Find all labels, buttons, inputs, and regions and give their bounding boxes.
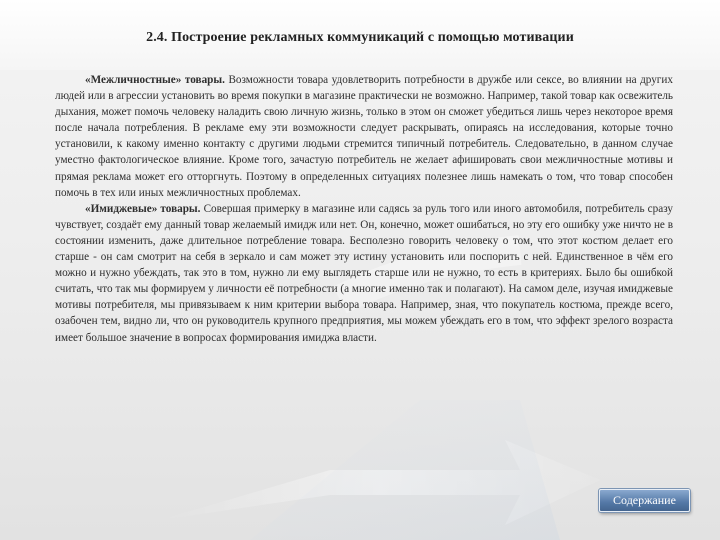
paragraph-lead: «Межличностные» товары.	[85, 74, 225, 86]
paragraph-lead: «Имиджевые» товары.	[85, 202, 201, 215]
slide-title: 2.4. Построение рекламных коммуникаций с помощью мотивации	[146, 30, 574, 45]
contents-button[interactable]: Содержание	[599, 489, 690, 512]
paragraph-interpersonal-goods	[55, 72, 673, 201]
slide-body	[55, 72, 673, 346]
paragraph-text: Совершая примерку в магазине или садясь за руль того или иного автомобиля, потребитель сразу чувствует, создаёт ему данный товар желаемый имидж или нет. Он, конечно, может ошибаться, но эту его ошибку уже ничто не в состоянии изменить, даже длительное потребление товара. Бесполезно говорить человеку о том, что этот костюм делает его старше - он сам смотрит на себя в зеркало и сам может эту истину установить или поспорить с ней. Единственное в чём его можно и нужно убеждать, так это в том, нужно ли ему выглядеть старше или не нужно, то есть в критериях. Было бы ошибкой считать, что так мы формируем у личности её потребности (а многие именно так и полагают). На самом деле, изучая имиджевые мотивы потребителя, мы привязываем к ним критерии выбора товара. Например, зная, что покупатель костюма, прежде всего, озабочен тем, видно ли, что он руководитель крупного предприятия, мы можем убеждать его в том, что эффект зрелого возраста имеет большое значение в вопросах формирования имиджа власти.	[55, 202, 673, 344]
paragraph-text: Возможности товара удовлетворить потребности в дружбе или сексе, во влиянии на других людей или в агрессии установить во время покупки в магазине практически не возможно. Например, такой товар как освежитель дыхания, может помочь человеку наладить свою личную жизнь, только в этом он сможет убедиться лишь через некоторое время после начала потребления. В рекламе ему эти возможности следует раскрывать, опираясь на исследования, которые точно установили, к какому именно контакту с другими людьми стремится типичный потребитель. Следовательно, в данном случае уместно фактологическое влияние. Кроме того, зачастую потребитель не желает афишировать свои межличностные мотивы и прямая реклама может его отторгнуть. Поэтому в определенных ситуациях полезнее лишь намекать о том, что товар способен помочь в тех или иных межличностных проблемах.	[55, 74, 673, 199]
paragraph-image-goods	[55, 201, 673, 346]
